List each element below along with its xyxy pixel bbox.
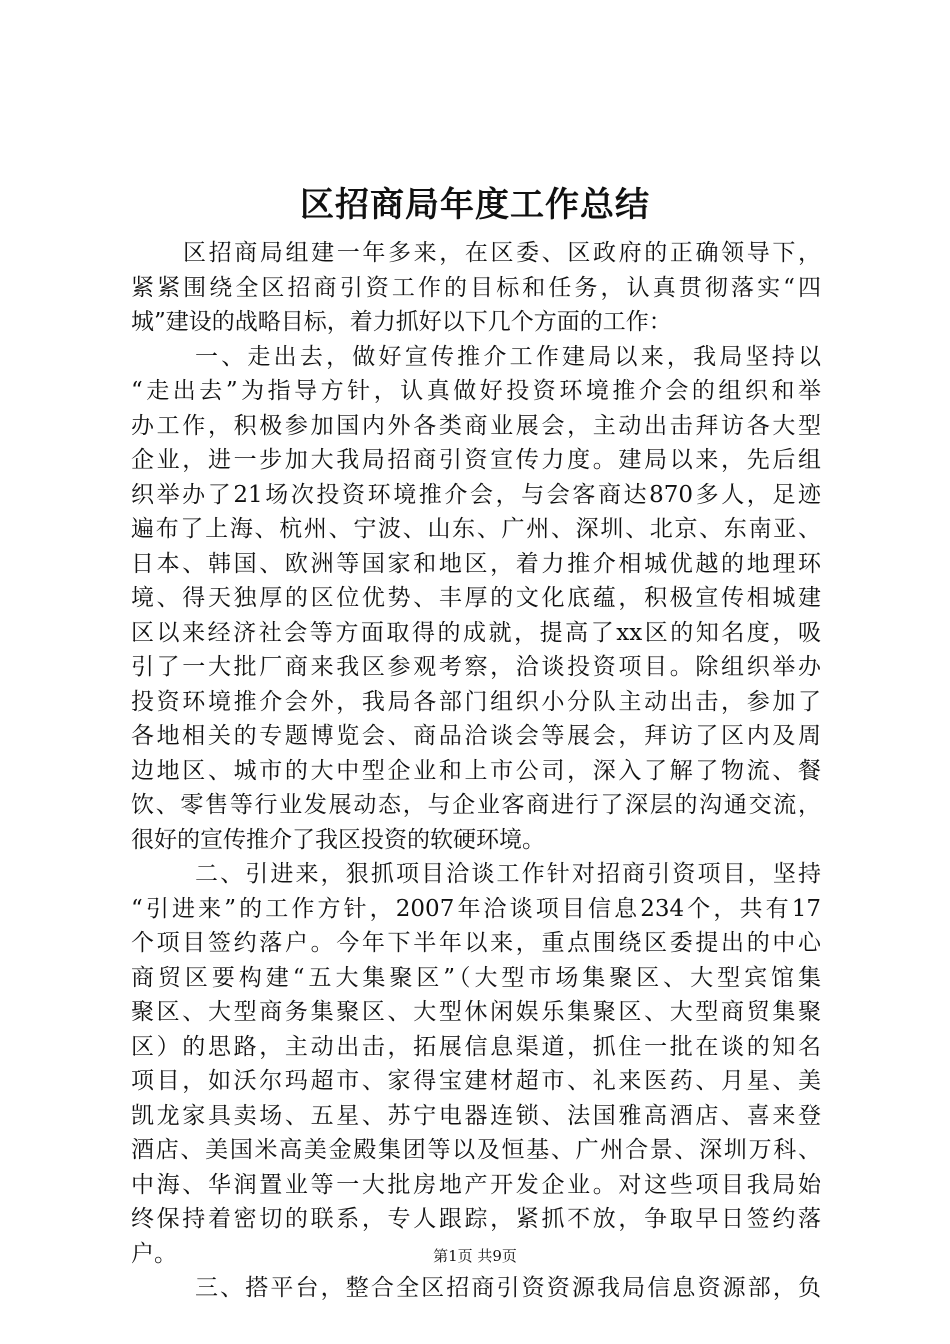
paragraph-line: 户。: [131, 1240, 177, 1267]
paragraph-line: 织举办了21场次投资环境推介会，与会客商达870多人，足迹: [131, 481, 821, 508]
paragraph-line: 区以来经济社会等方面取得的成就，提高了xx区的知名度，吸: [131, 619, 821, 646]
paragraph-line: 凯龙家具卖场、五星、苏宁电器连锁、法国雅高酒店、喜来登: [131, 1102, 821, 1129]
paragraph-line: 边地区、城市的大中型企业和上市公司，深入了解了物流、餐: [131, 757, 821, 784]
paragraph-line: 日本、韩国、欧洲等国家和地区，着力推介相城优越的地理环: [131, 550, 821, 577]
paragraph-line: 企业，进一步加大我局招商引资宣传力度。建局以来，先后组: [131, 447, 821, 473]
paragraph-line: 个项目签约落户。今年下半年以来，重点围绕区委提出的中心: [131, 930, 821, 956]
paragraph-line: 饮、零售等行业发展动态，与企业客商进行了深层的沟通交流，: [131, 792, 821, 818]
paragraph-line: 区）的思路，主动出击，拓展信息渠道，抓住一批在谈的知名: [131, 1033, 821, 1060]
paragraph-line: 一、走出去，做好宣传推介工作建局以来，我局坚持以: [195, 343, 821, 370]
document-body: [131, 236, 821, 1306]
paragraph-line: 项目，如沃尔玛超市、家得宝建材超市、礼来医药、月星、美: [131, 1068, 821, 1094]
paragraph-line: 很好的宣传推介了我区投资的软硬环境。: [131, 826, 545, 853]
paragraph-line: 紧紧围绕全区招商引资工作的目标和任务，认真贯彻落实“四: [131, 274, 821, 301]
paragraph-line: 遍布了上海、杭州、宁波、山东、广州、深圳、北京、东南亚、: [131, 516, 821, 542]
paragraph-line: 中海、华润置业等一大批房地产开发企业。对这些项目我局始: [131, 1171, 821, 1198]
document-title: 区招商局年度工作总结: [300, 185, 650, 225]
paragraph-line: 引了一大批厂商来我区参观考察，洽谈投资项目。除组织举办: [131, 654, 821, 680]
paragraph-line: 城”建设的战略目标，着力抓好以下几个方面的工作：: [131, 309, 672, 335]
paragraph-line: “引进来”的工作方针，2007年洽谈项目信息234个，共有17: [131, 895, 821, 922]
paragraph-line: “走出去”为指导方针，认真做好投资环境推介会的组织和举: [131, 378, 821, 404]
paragraph-line: 区招商局组建一年多来，在区委、区政府的正确领导下，: [183, 240, 821, 266]
paragraph-line: 聚区、大型商务集聚区、大型休闲娱乐集聚区、大型商贸集聚: [131, 999, 821, 1025]
paragraph-line: 办工作，积极参加国内外各类商业展会，主动出击拜访各大型: [131, 412, 821, 439]
paragraph-line: 各地相关的专题博览会、商品洽谈会等展会，拜访了区内及周: [131, 723, 821, 749]
paragraph-line: 终保持着密切的联系，专人跟踪，紧抓不放，争取早日签约落: [131, 1206, 821, 1232]
paragraph-line: 二、引进来，狠抓项目洽谈工作针对招商引资项目，坚持: [195, 861, 821, 887]
paragraph-line: 投资环境推介会外，我局各部门组织小分队主动出击，参加了: [131, 688, 821, 715]
paragraph-line: 酒店、美国米高美金殿集团等以及恒基、广州合景、深圳万科、: [131, 1137, 821, 1163]
paragraph-line: 境、得天独厚的区位优势、丰厚的文化底蕴，积极宣传相城建: [131, 585, 821, 611]
page-footer: 第1页 共9页: [433, 1247, 517, 1265]
paragraph-line: 三、搭平台，整合全区招商引资资源我局信息资源部，负: [195, 1275, 821, 1301]
paragraph-line: 商贸区要构建“五大集聚区”（大型市场集聚区、大型宾馆集: [131, 964, 821, 991]
